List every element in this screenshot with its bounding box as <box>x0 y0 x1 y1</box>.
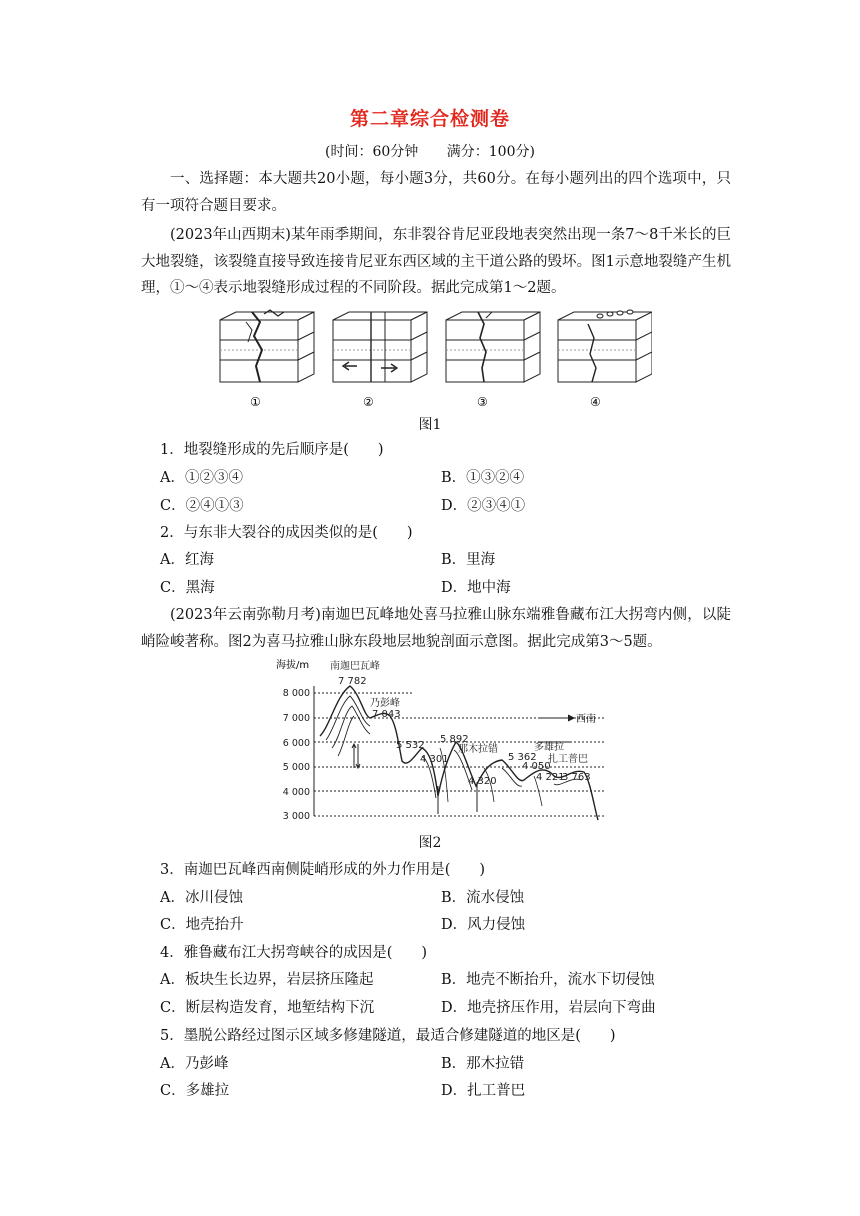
direction-label: 西南 <box>576 714 596 725</box>
elev-4301: 4 301 <box>420 754 449 765</box>
tick-6000: 6 000 <box>282 738 310 749</box>
q1-option-d[interactable]: D．②③④① <box>441 498 526 514</box>
q2-option-b[interactable]: B．里海 <box>441 552 496 568</box>
stage-label-3: ③ <box>477 395 488 409</box>
q3-option-d[interactable]: D．风力侵蚀 <box>441 917 526 933</box>
time-limit: (时间：60分钟 <box>325 144 419 160</box>
tick-4000: 4 000 <box>282 787 310 798</box>
q4-option-c[interactable]: C．断层构造发育，地堑结构下沉 <box>160 1000 375 1016</box>
q3-option-b[interactable]: B．流水侵蚀 <box>441 890 525 906</box>
peak-namjagbarwa: 南迦巴瓦峰 <box>330 661 380 672</box>
peak-namulacuo: 那木拉错 <box>458 744 498 755</box>
q3-option-a[interactable]: A．冰川侵蚀 <box>160 890 243 906</box>
figure-2-himalaya-profile <box>272 656 622 826</box>
question-1-stem: 1．地裂缝形成的先后顺序是( ) <box>160 442 384 458</box>
full-score: 满分：100分) <box>446 144 535 160</box>
elev-3763: 3 763 <box>562 772 591 783</box>
y-axis-label: 海拔/m <box>276 660 310 671</box>
q4-option-d[interactable]: D．地壳挤压作用，岩层向下弯曲 <box>441 1000 656 1016</box>
q1-option-c[interactable]: C．②④①③ <box>160 498 244 514</box>
peak-naipeng: 乃彭峰 <box>370 698 400 709</box>
stage-2-block <box>333 312 427 382</box>
tick-8000: 8 000 <box>282 688 310 699</box>
tick-7000: 7 000 <box>282 713 310 724</box>
question-5-stem: 5．墨脱公路经过图示区域多修建隧道，最适合修建隧道的地区是( ) <box>160 1028 616 1044</box>
stage-label-4: ④ <box>590 395 601 409</box>
figure-2-caption: 图2 <box>418 835 442 851</box>
tick-3000: 3 000 <box>282 811 310 822</box>
q5-option-d[interactable]: D．扎工普巴 <box>441 1083 526 1099</box>
figure-1-ground-fissure-diagram <box>212 304 652 410</box>
elev-4221: 4 221 <box>536 772 565 783</box>
q1-option-a[interactable]: A．①②③④ <box>160 470 243 486</box>
elev-4320: 4 320 <box>468 776 497 787</box>
q3-option-c[interactable]: C．地壳抬升 <box>160 917 244 933</box>
tick-5000: 5 000 <box>282 762 310 773</box>
q4-option-a[interactable]: A．板块生长边界，岩层挤压隆起 <box>160 972 374 988</box>
stage-label-1: ① <box>250 395 261 409</box>
stage-3-block <box>446 312 540 382</box>
elev-4050: 4 050 <box>522 761 551 772</box>
peak-duoxiongla: 多雄拉 <box>534 742 564 753</box>
q2-option-c[interactable]: C．黑海 <box>160 580 215 596</box>
elev-7782: 7 782 <box>338 676 367 687</box>
q5-option-c[interactable]: C．多雄拉 <box>160 1083 230 1099</box>
elev-5362: 5 362 <box>508 752 537 763</box>
elev-7043: 7 043 <box>372 709 401 720</box>
question-3-stem: 3．南迦巴瓦峰西南侧陡峭形成的外力作用是( ) <box>160 862 486 878</box>
stage-1-block <box>220 310 314 382</box>
q2-option-d[interactable]: D．地中海 <box>441 580 511 596</box>
passage-1: (2023年山西期末)某年雨季期间，东非裂谷肯尼亚段地表突然出现一条7～8千米长的巨大地裂缝，该裂缝直接导致连接肯尼亚东西区域的主干道公路的毁坏。图1示意地裂缝产生机理，①～④表示地裂缝形成过程的不同阶段。据此完成第1～2题。 <box>141 227 731 296</box>
elev-5532: 5 532 <box>396 740 425 751</box>
elev-5892: 5 892 <box>440 734 469 745</box>
peak-zhagong: 扎工普巴 <box>548 754 588 765</box>
q4-option-b[interactable]: B．地壳不断抬升，流水下切侵蚀 <box>441 972 655 988</box>
exam-meta <box>0 141 860 161</box>
section-instruction: 一、选择题：本大题共20小题，每小题3分，共60分。在每小题列出的四个选项中，只有一项符合题目要求。 <box>141 171 731 214</box>
page-title: 第二章综合检测卷 <box>349 108 510 130</box>
passage-2: (2023年云南弥勒月考)南迦巴瓦峰地处喜马拉雅山脉东端雅鲁藏布江大拐弯内侧，以陡峭险峻著称。图2为喜马拉雅山脉东段地层地貌剖面示意图。据此完成第3～5题。 <box>141 607 731 650</box>
q1-option-b[interactable]: B．①③②④ <box>441 470 525 486</box>
stage-4-block <box>558 310 652 382</box>
q5-option-a[interactable]: A．乃彭峰 <box>160 1056 229 1072</box>
q2-option-a[interactable]: A．红海 <box>160 552 214 568</box>
figure-1-caption: 图1 <box>418 417 442 433</box>
question-2-stem: 2．与东非大裂谷的成因类似的是( ) <box>160 525 413 541</box>
question-4-stem: 4．雅鲁藏布江大拐弯峡谷的成因是( ) <box>160 945 428 961</box>
q5-option-b[interactable]: B．那木拉错 <box>441 1056 525 1072</box>
stage-label-2: ② <box>363 395 374 409</box>
